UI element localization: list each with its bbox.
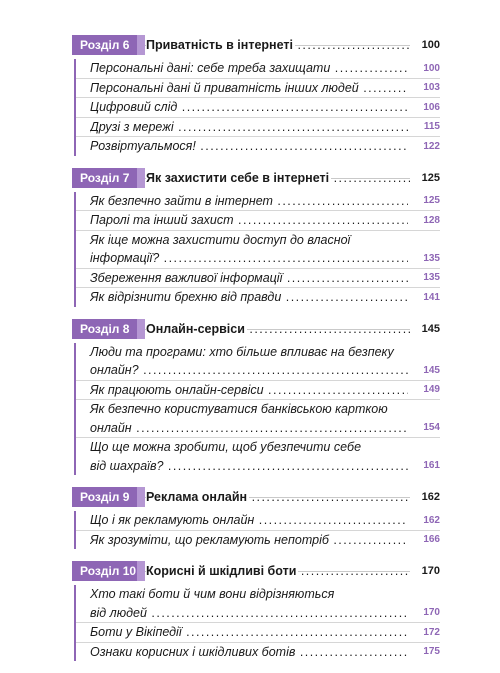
- entry-page-number: 166: [423, 534, 440, 545]
- toc-entry[interactable]: [76, 137, 440, 156]
- entry-page-number: 122: [423, 140, 440, 152]
- entry-page-number: 115: [423, 121, 440, 132]
- section-badge: [72, 35, 139, 55]
- section-page-number: 100: [410, 37, 440, 54]
- entry-page-number: 149: [423, 384, 440, 395]
- entry-page-number: 141: [423, 291, 440, 303]
- entry-page-number: 170: [423, 607, 440, 618]
- section-header[interactable]: [60, 35, 440, 56]
- section-label: Розділ 9: [80, 490, 130, 504]
- entry-page-number: 135: [423, 252, 440, 264]
- entry-page-number: 135: [423, 272, 440, 283]
- toc-entry[interactable]: [76, 269, 440, 289]
- entry-title-text: Друзі з мережі: [90, 119, 174, 134]
- entry-page-number: 175: [423, 646, 440, 657]
- entry-title-line: [90, 457, 408, 476]
- section-label: Розділ 7: [80, 170, 130, 185]
- entry-title-text: Як зрозуміти, що рекламують непотріб: [90, 532, 329, 547]
- section-header[interactable]: [60, 168, 440, 189]
- entry-title-line: [90, 59, 408, 78]
- entry-page-number: 100: [423, 62, 440, 74]
- section-label: Розділ 8: [80, 321, 130, 336]
- entry-title-line: [90, 249, 408, 268]
- section-items: [74, 192, 440, 307]
- section-title: Як захистити себе в інтернеті: [146, 170, 330, 185]
- badge-tab-decoration: [137, 35, 145, 55]
- section-badge: [72, 319, 139, 339]
- entry-title-text: Як працюють онлайн-сервіси: [90, 382, 264, 397]
- section-badge: [72, 487, 139, 507]
- section-title-leader: [146, 321, 422, 338]
- section-title: Реклама онлайн: [146, 490, 248, 504]
- entry-title-text: Збереження важливої інформації: [90, 270, 283, 285]
- entry-page-number: 125: [423, 195, 440, 206]
- section-items: [74, 343, 440, 476]
- section-page-number: 125: [410, 170, 440, 187]
- section-title: Онлайн-сервіси: [146, 321, 245, 336]
- entry-title-text: Хто такі боти й чим вони відрізняються: [90, 587, 335, 601]
- entry-title-text: Як відрізнити брехню від правди: [90, 290, 282, 304]
- section-label: Розділ 6: [80, 38, 130, 52]
- entry-page-number: 103: [423, 82, 440, 93]
- toc-entry[interactable]: [76, 98, 440, 118]
- badge-tab-decoration: [137, 487, 145, 507]
- entry-title-text: Персональні дані: себе треба захищати: [90, 61, 331, 75]
- entry-title-line: [90, 585, 408, 604]
- entry-title-line: [90, 288, 408, 307]
- entry-title-text: Що ще можна зробити, щоб убезпечити себе: [90, 440, 362, 454]
- entry-title-text: онлайн?: [90, 363, 139, 377]
- entry-title-line: [90, 643, 408, 662]
- section-items: [74, 585, 440, 661]
- entry-title-line: [90, 604, 408, 623]
- toc-section: [60, 487, 440, 549]
- entry-title-line: [90, 269, 408, 288]
- section-badge: [72, 561, 139, 581]
- section-title-leader: [146, 489, 422, 506]
- toc-entry[interactable]: [76, 288, 440, 307]
- entry-title-line: [90, 79, 408, 98]
- entry-title-line: [90, 381, 408, 400]
- entry-page-number: 154: [423, 422, 440, 433]
- entry-title-text: Люди та програми: хто більше впливає на безпеку: [90, 344, 394, 359]
- toc-entry[interactable]: [76, 643, 440, 662]
- entry-page-number: 145: [423, 364, 440, 376]
- entry-title-text: Як іще можна захистити доступ до власної: [90, 232, 351, 247]
- entry-title-text: онлайн: [90, 420, 132, 435]
- entry-title-line: [90, 343, 408, 362]
- entry-title-text: Як безпечно користуватися банківською карткою: [90, 402, 388, 416]
- entry-title-text: Цифровий слід: [90, 100, 178, 114]
- section-page-number: 170: [410, 563, 440, 580]
- entry-title-line: [90, 361, 408, 380]
- toc-entry[interactable]: [76, 59, 440, 79]
- entry-title-line: [90, 400, 408, 419]
- toc-section: [60, 168, 440, 307]
- entry-title-text: інформації?: [90, 251, 160, 265]
- entry-page-number: 128: [423, 214, 440, 226]
- toc-section: [60, 35, 440, 156]
- entry-title-text: Як безпечно зайти в інтернет: [90, 193, 273, 208]
- section-title-leader: [146, 37, 422, 54]
- section-header[interactable]: [60, 487, 440, 508]
- toc-entry[interactable]: [76, 400, 440, 438]
- section-page-number: 162: [410, 489, 440, 506]
- entry-title-text: Що і як рекламують онлайн: [90, 513, 255, 527]
- entry-title-line: [90, 118, 408, 137]
- section-items: [74, 59, 440, 156]
- entry-title-line: [90, 192, 408, 211]
- entry-page-number: 172: [423, 626, 440, 638]
- entry-title-text: від шахраїв?: [90, 458, 164, 473]
- toc-section: [60, 319, 440, 476]
- toc-entry[interactable]: [76, 531, 440, 550]
- toc-entry[interactable]: [76, 585, 440, 623]
- toc-entry[interactable]: [76, 231, 440, 269]
- section-header[interactable]: [60, 319, 440, 340]
- toc-section: [60, 561, 440, 661]
- entry-title-text: Ознаки корисних і шкідливих ботів: [90, 644, 296, 659]
- entry-title-line: [90, 98, 408, 117]
- toc-entry[interactable]: [76, 438, 440, 475]
- entry-title-text: Розвіртуальмося!: [90, 139, 196, 153]
- entry-title-text: від людей: [90, 605, 147, 620]
- entry-title-line: [90, 211, 408, 230]
- entry-title-line: [90, 511, 408, 530]
- entry-title-text: Персональні дані й приватність інших людей: [90, 80, 359, 95]
- section-items: [74, 511, 440, 549]
- section-title-leader: [146, 563, 422, 580]
- toc-entry[interactable]: [76, 511, 440, 531]
- entry-title-text: Паролі та інший захист: [90, 213, 234, 227]
- toc-entry[interactable]: [76, 118, 440, 138]
- entry-page-number: 106: [423, 101, 440, 113]
- toc-entry[interactable]: [76, 211, 440, 231]
- table-of-contents: [60, 35, 440, 673]
- badge-tab-decoration: [137, 561, 145, 581]
- toc-entry[interactable]: [76, 192, 440, 212]
- entry-title-line: [90, 231, 408, 250]
- section-title: Приватність в інтернеті: [146, 38, 293, 52]
- entry-page-number: 162: [423, 514, 440, 526]
- section-header[interactable]: [60, 561, 440, 582]
- badge-tab-decoration: [137, 319, 145, 339]
- section-label: Розділ 10: [80, 564, 137, 578]
- entry-title-text: Боти у Вікіпедії: [90, 625, 182, 639]
- entry-page-number: 161: [423, 460, 440, 471]
- entry-title-line: [90, 137, 408, 156]
- badge-tab-decoration: [137, 168, 145, 188]
- toc-entry[interactable]: [76, 343, 440, 381]
- section-page-number: 145: [410, 321, 440, 338]
- section-title-leader: [146, 170, 422, 187]
- toc-entry[interactable]: [76, 381, 440, 401]
- entry-title-line: [90, 531, 408, 550]
- section-title: Корисні й шкідливі боти: [146, 564, 297, 578]
- entry-title-line: [90, 623, 408, 642]
- section-badge: [72, 168, 139, 188]
- entry-title-line: [90, 419, 408, 438]
- toc-entry[interactable]: [76, 79, 440, 99]
- toc-entry[interactable]: [76, 623, 440, 643]
- entry-title-line: [90, 438, 408, 457]
